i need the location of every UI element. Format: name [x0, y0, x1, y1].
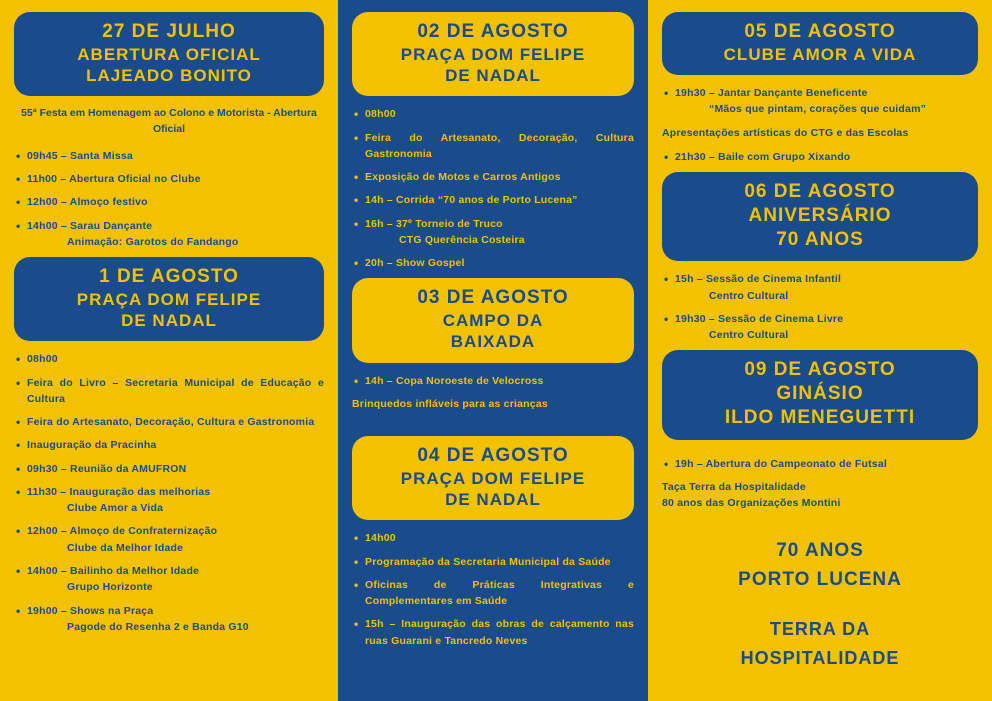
list-item	[352, 216, 634, 249]
header-plaque-03-agosto	[352, 278, 634, 362]
list-item	[14, 375, 324, 408]
item-text: 14h – Corrida “70 anos de Porto Lucena”	[365, 194, 578, 207]
item-subtext: Grupo Horizonte	[67, 581, 153, 594]
plaque-line: LAJEADO BONITO	[86, 66, 252, 85]
plaque-line: ANIVERSÁRIO	[748, 204, 892, 226]
item-subtext: Animação: Garotos do Fandango	[67, 235, 239, 248]
list-item	[662, 311, 978, 344]
closing-line-1: 70 ANOS	[776, 540, 864, 562]
schedule-list-1-agosto	[14, 351, 324, 635]
header-plaque-06-agosto	[662, 172, 978, 261]
item-text: 16h – 37º Torneio de Truco	[365, 217, 503, 230]
item-text: 14h00 – Sarau Dançante	[27, 219, 153, 232]
item-text: Exposição de Motos e Carros Antigos	[365, 171, 561, 184]
list-item	[14, 194, 324, 210]
plaque-line: 02 DE AGOSTO	[417, 21, 569, 42]
closing-line-3: TERRA DA	[769, 619, 871, 640]
list-item	[662, 149, 978, 165]
list-item	[352, 530, 634, 546]
column-left	[0, 0, 338, 701]
plaque-line: GINÁSIO	[776, 383, 864, 405]
schedule-list-06-agosto	[662, 271, 978, 343]
schedule-list-05-agosto-cont	[662, 149, 978, 165]
item-text: 19h – Abertura do Campeonato de Futsal	[675, 457, 887, 470]
list-item	[352, 554, 634, 570]
plaque-line: ABERTURA OFICIAL	[77, 44, 261, 64]
list-item	[14, 461, 324, 477]
list-item	[14, 563, 324, 596]
plaque-line: PRAÇA DOM FELIPE	[76, 289, 262, 309]
item-subtext: Centro Cultural	[709, 289, 789, 302]
closing-line-4: HOSPITALIDADE	[740, 648, 900, 669]
item-text: 19h30 – Jantar Dançante Beneficente	[675, 87, 868, 99]
list-item	[14, 351, 324, 367]
header-plaque-04-agosto	[352, 436, 634, 520]
schedule-list-09-agosto	[662, 456, 978, 472]
list-item	[352, 255, 634, 271]
item-text: 12h00 – Almoço festivo	[27, 196, 148, 209]
item-text: 19h00 – Shows na Praça	[27, 604, 154, 617]
schedule-list-05-agosto	[662, 85, 978, 118]
section-note: Apresentações artísticas do CTG e das Escolas	[662, 126, 909, 139]
list-item	[14, 484, 324, 517]
column-middle	[338, 0, 648, 701]
item-text: 14h – Copa Noroeste de Velocross	[365, 374, 544, 387]
item-text: 21h30 – Baile com Grupo Xixando	[675, 150, 851, 163]
list-item	[14, 171, 324, 187]
plaque-line: BAIXADA	[450, 332, 536, 352]
schedule-list-03-agosto	[352, 373, 634, 389]
item-text: 08h00	[365, 108, 396, 121]
list-item	[352, 616, 634, 649]
plaque-line: 1 DE AGOSTO	[99, 266, 239, 288]
list-item	[14, 523, 324, 556]
item-subtext: Centro Cultural	[709, 329, 789, 342]
item-text: 09h30 – Reunião da AMUFRON	[27, 462, 187, 475]
closing-statement	[662, 537, 978, 672]
item-text: 08h00	[27, 353, 58, 366]
header-plaque-1-agosto	[14, 257, 324, 341]
header-plaque-09-agosto	[662, 350, 978, 439]
header-plaque-02-agosto	[352, 12, 634, 96]
list-item	[14, 414, 324, 430]
plaque-line: 04 DE AGOSTO	[417, 445, 569, 467]
list-item	[352, 106, 634, 122]
item-text: Programação da Secretaria Municipal da Saúde	[365, 555, 611, 568]
item-text: Oficinas de Práticas Integrativas e Complementares em Saúde	[365, 578, 634, 608]
item-subtext: CTG Querência Costeira	[399, 233, 525, 246]
item-subtext: Clube Amor a Vida	[67, 502, 164, 515]
item-text: 15h – Sessão de Cinema Infantil	[675, 273, 842, 286]
plaque-line: ILDO MENEGUETTI	[724, 406, 916, 428]
item-text: 15h – Inauguração das obras de calçamento nas ruas Guarani e Tancredo Neves	[365, 618, 634, 647]
plaque-line: 06 DE AGOSTO	[744, 181, 896, 203]
header-plaque-27-julho	[14, 12, 324, 96]
plaque-line: DE NADAL	[445, 490, 541, 510]
list-item	[14, 148, 324, 164]
list-item	[662, 271, 978, 304]
plaque-line: CAMPO DA	[442, 311, 544, 331]
item-text: Feira do Livro – Secretaria Municipal de Educação e Cultura	[27, 376, 324, 405]
item-text: Inauguração da Pracinha	[27, 439, 157, 452]
list-item	[14, 603, 324, 636]
list-item	[352, 192, 634, 208]
schedule-list-27-julho	[14, 148, 324, 250]
plain-line: 80 anos das Organizações Montini	[662, 497, 841, 510]
item-text: 11h00 – Abertura Oficial no Clube	[27, 173, 201, 186]
plaque-line: CLUBE AMOR A VIDA	[723, 44, 917, 64]
header-plaque-05-agosto	[662, 12, 978, 75]
item-subtext: Pagode do Resenha 2 e Banda G10	[67, 620, 249, 633]
plaque-line: DE NADAL	[445, 66, 541, 85]
list-item	[662, 85, 978, 118]
item-text: Feira do Artesanato, Decoração, Cultura e Gastronomia	[27, 416, 315, 429]
plaque-line: 03 DE AGOSTO	[417, 287, 569, 309]
plaque-line: 70 ANOS	[776, 228, 864, 250]
plaque-line: DE NADAL	[121, 311, 217, 331]
section-note: Brinquedos infláveis para as crianças	[352, 397, 548, 410]
list-item	[14, 218, 324, 251]
item-text: 14h00 – Bailinho da Melhor Idade	[27, 564, 200, 577]
plain-line: Taça Terra da Hospitalidade	[662, 480, 806, 493]
list-item	[352, 130, 634, 163]
item-text: 11h30 – Inauguração das melhorias	[27, 485, 211, 498]
list-item	[352, 169, 634, 185]
item-subtext: “Mãos que pintam, corações que cuidam”	[709, 103, 927, 116]
plaque-line: PRAÇA DOM FELIPE	[400, 468, 586, 488]
plaque-line: PRAÇA DOM FELIPE	[400, 44, 586, 64]
plaque-line: 27 DE JULHO	[102, 21, 236, 42]
list-item	[352, 373, 634, 389]
section-intro: 55ª Festa em Homenagem ao Colono e Motorista - Abertura Oficial	[21, 107, 317, 135]
plaque-line: 05 DE AGOSTO	[744, 21, 896, 42]
item-subtext: Clube da Melhor Idade	[67, 541, 184, 554]
plaque-line: 09 DE AGOSTO	[744, 359, 896, 381]
schedule-list-02-agosto	[352, 106, 634, 271]
schedule-list-04-agosto	[352, 530, 634, 649]
column-right	[648, 0, 992, 701]
list-item	[352, 577, 634, 610]
item-text: 20h – Show Gospel	[365, 257, 465, 270]
list-item	[662, 456, 978, 472]
item-text: Feira do Artesanato, Decoração, Cultura Gastronomia	[365, 131, 634, 160]
item-text: 14h00	[365, 532, 396, 545]
item-text: 19h30 – Sessão de Cinema Livre	[675, 312, 844, 325]
list-item	[14, 437, 324, 453]
item-text: 12h00 – Almoço de Confraternização	[27, 525, 218, 538]
closing-line-2: PORTO LUCENA	[738, 568, 902, 590]
section-plain-text	[662, 479, 978, 512]
item-text: 09h45 – Santa Missa	[27, 149, 133, 162]
